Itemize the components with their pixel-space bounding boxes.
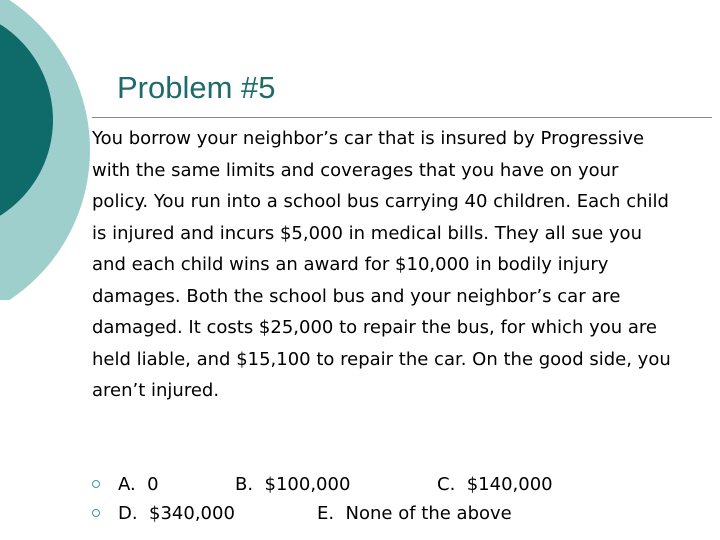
decorative-circles	[0, 0, 90, 300]
slide-title: Problem #5	[117, 70, 276, 105]
answer-options-row-2	[92, 499, 692, 529]
title-divider	[92, 117, 712, 118]
option-d: D. $340,000	[118, 503, 235, 524]
option-e: E. None of the above	[317, 503, 512, 524]
circle-bullet-icon	[92, 480, 100, 488]
answer-options-row-1	[92, 470, 692, 500]
problem-text: You borrow your neighbor’s car that is insured by Progressive with the same limits and coverages that you have on your policy. You run into a school bus carrying 40 children. Each child is injured and incurs $5,000 in medical bills. They all sue you and each child wins an award for $10,000 in bodily injury damages. Both the school bus and your neighbor’s car are damaged. It costs $25,000 to repair the bus, for which you are held liable, and $15,100 to repair the car. On the good side, you aren’t injured.	[92, 128, 671, 401]
option-c: C. $140,000	[437, 474, 553, 495]
option-a: A. 0	[118, 474, 159, 495]
circle-bullet-icon	[92, 509, 100, 517]
option-b: B. $100,000	[235, 474, 351, 495]
